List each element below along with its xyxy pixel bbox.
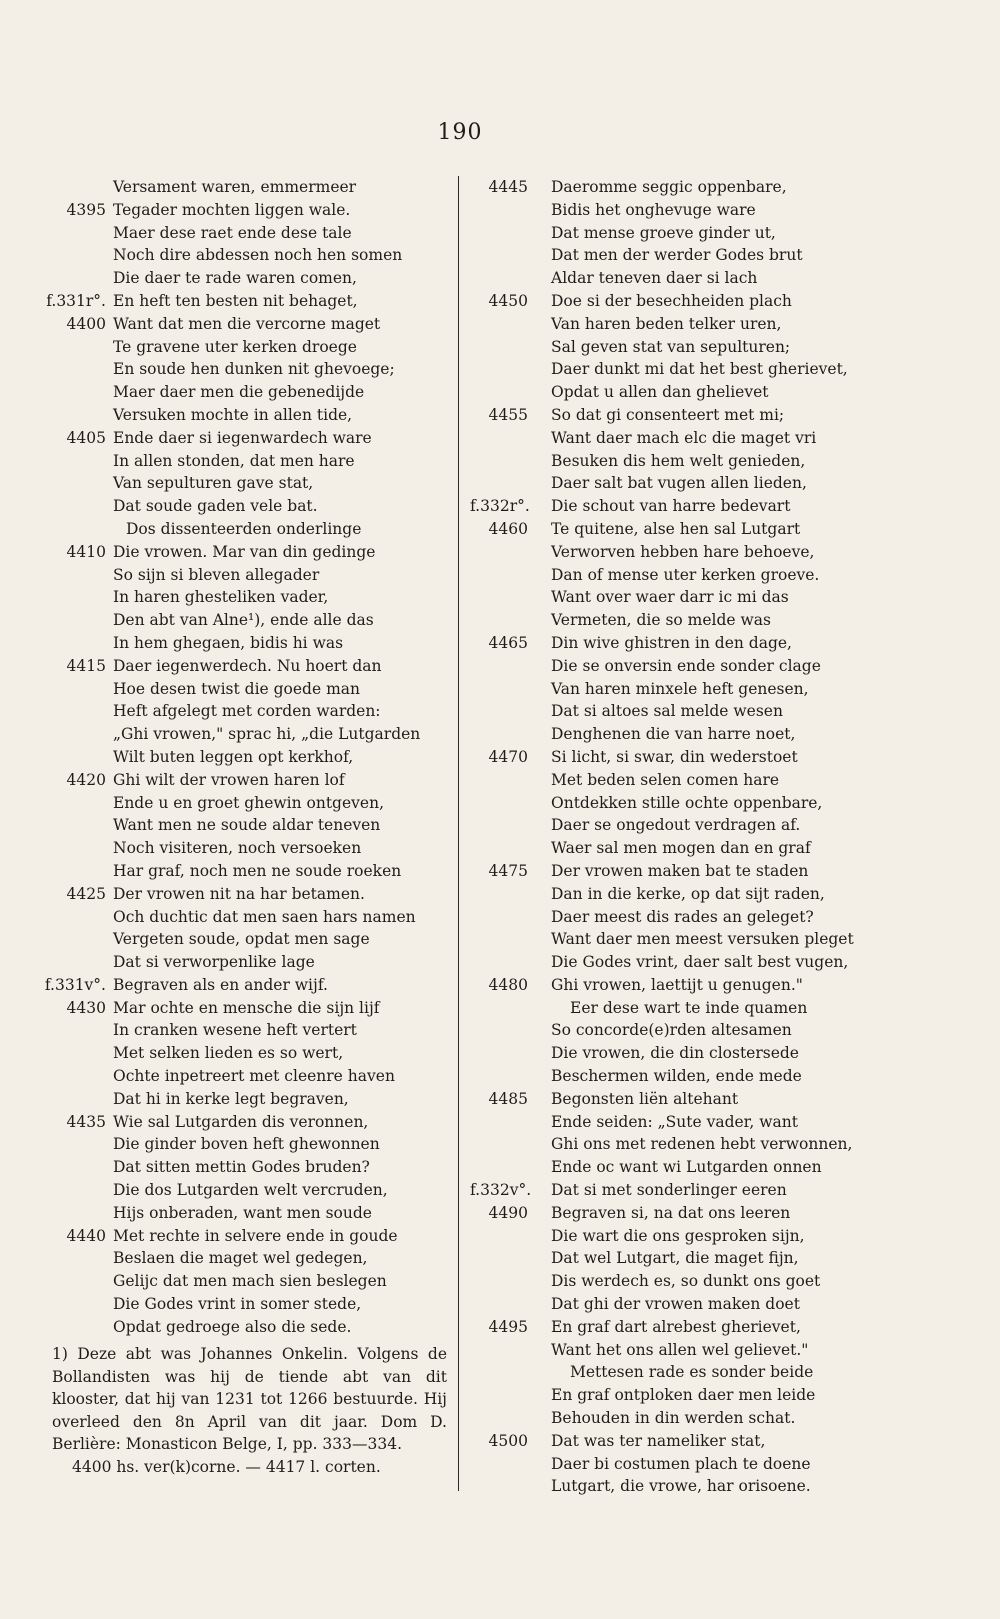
verse-text: In haren ghesteliken vader,: [113, 588, 329, 607]
verse-line: [470, 1384, 870, 1407]
verse-text: Want daer men meest versuken pleget: [551, 930, 854, 949]
line-number: 4410: [66, 542, 106, 561]
verse-line: [44, 1156, 444, 1179]
verse-line: [470, 1133, 870, 1156]
verse-text: In hem ghegaen, bidis hi was: [113, 633, 344, 652]
verse-line: [470, 860, 870, 883]
verse-line: [44, 564, 444, 587]
verse-text: Noch dire abdessen noch hen somen: [113, 246, 403, 265]
verse-text: Dos dissenteerden onderlinge: [126, 519, 362, 538]
verse-text: Dat mense groeve ginder ut,: [551, 223, 776, 242]
verse-text: Daeromme seggic oppenbare,: [551, 178, 787, 196]
line-number: f.332v°.: [470, 1181, 532, 1200]
verse-text: Si licht, si swar, din wederstoet: [551, 747, 798, 766]
verse-text: Begraven als en ander wijf.: [113, 975, 328, 994]
verse-line: [470, 336, 870, 359]
verse-line: [470, 792, 870, 815]
verse-text: Aldar teneven daer si lach: [551, 269, 758, 288]
verse-text: Want over waer darr ic mi das: [551, 588, 789, 607]
verse-text: Beschermen wilden, ende mede: [551, 1067, 802, 1086]
verse-line: [44, 1179, 444, 1202]
verse-text: Verworven hebben hare behoeve,: [551, 542, 815, 561]
verse-text: Har graf, noch men ne soude roeken: [113, 861, 402, 880]
right-column: [470, 176, 870, 1498]
verse-line: [470, 1430, 870, 1453]
verse-line: [470, 655, 870, 678]
verse-line: [470, 1065, 870, 1088]
verse-text: Dat soude gaden vele bat.: [113, 497, 318, 516]
verse-line: [470, 199, 870, 222]
verse-text: Dat hi in kerke legt begraven,: [113, 1089, 349, 1108]
verse-text: Die vrowen. Mar van din gedinge: [113, 542, 376, 561]
verse-line: [44, 1088, 444, 1111]
verse-text: Met rechte in selvere ende in goude: [113, 1226, 398, 1245]
verse-text: Met beden selen comen hare: [551, 770, 780, 789]
verse-text: Din wive ghistren in den dage,: [551, 633, 792, 652]
verse-line: [44, 1133, 444, 1156]
verse-line: [470, 951, 870, 974]
line-number: 4450: [488, 291, 528, 310]
verse-text: Behouden in din werden schat.: [551, 1409, 796, 1428]
verse-line: [470, 1202, 870, 1225]
verse-text: Wie sal Lutgarden dis veronnen,: [113, 1112, 369, 1131]
verse-line: [44, 427, 444, 450]
line-number: 4495: [488, 1317, 528, 1336]
verse-line: [44, 928, 444, 951]
verse-line: [470, 814, 870, 837]
line-number: 4485: [488, 1089, 528, 1108]
verse-line: [470, 906, 870, 929]
verse-line: [44, 1042, 444, 1065]
verse-line: [44, 997, 444, 1020]
verse-text: Dat wel Lutgart, die maget fijn,: [551, 1249, 799, 1268]
verse-text: Besuken dis hem welt genieden,: [551, 451, 806, 470]
verse-text: En soude hen dunken nit ghevoege;: [113, 360, 395, 379]
verse-line: [470, 883, 870, 906]
verse-text: Waer sal men mogen dan en graf: [551, 839, 811, 858]
verse-line: [470, 358, 870, 381]
verse-line: [470, 176, 870, 199]
verse-line: [470, 1270, 870, 1293]
verse-text: Daer dunkt mi dat het best gherievet,: [551, 360, 848, 379]
footnote-variants: 4400 hs. ver(k)corne. — 4417 l. corten.: [72, 1457, 381, 1476]
verse-text: Van haren beden telker uren,: [551, 314, 782, 333]
verse-line: [44, 1111, 444, 1134]
verse-line: [470, 1042, 870, 1065]
verse-line: [470, 1088, 870, 1111]
verse-text: Dat ghi der vrowen maken doet: [551, 1295, 800, 1314]
verse-line: [44, 723, 444, 746]
verse-line: [470, 495, 870, 518]
verse-line: [470, 1316, 870, 1339]
verse-line: [470, 837, 870, 860]
verse-line: [44, 1202, 444, 1225]
verse-text: Maer dese raet ende dese tale: [113, 223, 352, 242]
line-number: 4490: [488, 1203, 528, 1222]
verse-line: [470, 928, 870, 951]
verse-text: Die vrowen, die din clostersede: [551, 1044, 799, 1063]
line-number: 4395: [66, 200, 106, 219]
line-number: 4455: [488, 405, 528, 424]
verse-text: „Ghi vrowen," sprac hi, „die Lutgarden: [113, 725, 421, 744]
verse-text: Want dat men die vercorne maget: [113, 314, 381, 333]
verse-text: Versament waren, emmermeer: [113, 178, 357, 196]
verse-text: Met selken lieden es so wert,: [113, 1044, 344, 1063]
verse-text: En graf dart alrebest gherievet,: [551, 1317, 801, 1336]
verse-text: Begonsten liën altehant: [551, 1089, 739, 1108]
verse-text: Eer dese wart te inde quamen: [570, 998, 808, 1017]
line-number: f.332r°.: [470, 497, 530, 516]
verse-text: Noch visiteren, noch versoeken: [113, 839, 362, 858]
verse-text: Der vrowen maken bat te staden: [551, 861, 809, 880]
verse-text: Versuken mochte in allen tide,: [113, 405, 353, 424]
verse-text: Lutgart, die vrowe, har orisoene.: [551, 1477, 811, 1496]
verse-text: So concorde(e)rden altesamen: [551, 1021, 792, 1040]
verse-line: [470, 222, 870, 245]
verse-text: Hoe desen twist die goede man: [113, 679, 360, 698]
verse-line: [44, 199, 444, 222]
verse-text: Vermeten, die so melde was: [551, 611, 771, 630]
verse-line: [470, 290, 870, 313]
verse-line: [470, 609, 870, 632]
verse-text: Opdat u allen dan ghelievet: [551, 383, 769, 402]
verse-text: Daer bi costumen plach te doene: [551, 1454, 811, 1473]
left-column: [44, 176, 444, 1339]
verse-line: [470, 1225, 870, 1248]
verse-line: [470, 723, 870, 746]
verse-line: [470, 1179, 870, 1202]
verse-text: Die Godes vrint, daer salt best vugen,: [551, 953, 849, 972]
verse-line: [470, 518, 870, 541]
footnote-text: 1) Deze abt was Johannes Onkelin. Volgens de Bollandisten was hij de tiende abt van dit klooster, dat hij van 1231 tot 1266 bestuurde. Hij overleed den 8n April van dit jaar. Dom D. Berlière: Monasticon Belge, I, pp. 333—334.: [52, 1345, 447, 1454]
verse-text: Dan in die kerke, op dat sijt raden,: [551, 884, 825, 903]
verse-text: Die dos Lutgarden welt vercruden,: [113, 1181, 388, 1200]
verse-text: In allen stonden, dat men hare: [113, 451, 355, 470]
verse-line: [470, 586, 870, 609]
verse-text: Ende oc want wi Lutgarden onnen: [551, 1158, 822, 1177]
verse-line: [470, 404, 870, 427]
verse-text: Die ginder boven heft ghewonnen: [113, 1135, 380, 1154]
verse-line: [470, 1156, 870, 1179]
verse-line: [470, 1407, 870, 1430]
verse-text: Sal geven stat van sepulturen;: [551, 337, 791, 356]
verse-line: [44, 541, 444, 564]
line-number: f.331r°.: [46, 291, 106, 310]
line-number: 4415: [66, 656, 106, 675]
line-number: 4435: [66, 1112, 106, 1131]
verse-text: Dan of mense uter kerken groeve.: [551, 565, 820, 584]
line-number: 4475: [488, 861, 528, 880]
verse-text: Opdat gedroege also die sede.: [113, 1317, 352, 1336]
line-number: 4405: [66, 428, 106, 447]
verse-text: Bidis het onghevuge ware: [551, 200, 756, 219]
line-number: f.331v°.: [44, 975, 106, 994]
verse-line: [44, 381, 444, 404]
verse-line: [470, 1453, 870, 1476]
line-number: 4480: [488, 975, 528, 994]
verse-text: Want daer mach elc die maget vri: [551, 428, 817, 447]
verse-text: Ghi vrowen, laettijt u genugen.": [551, 975, 803, 994]
verse-text: Te quitene, alse hen sal Lutgart: [551, 519, 801, 538]
verse-text: Dat was ter nameliker stat,: [551, 1431, 766, 1450]
line-number: 4420: [66, 770, 106, 789]
verse-line: [44, 404, 444, 427]
verse-text: Ochte inpetreert met cleenre haven: [113, 1067, 395, 1086]
verse-line: [44, 244, 444, 267]
verse-text: Ende u en groet ghewin ontgeven,: [113, 793, 384, 812]
line-number: 4430: [66, 998, 106, 1017]
verse-line: [470, 244, 870, 267]
verse-text: Den abt van Alne¹), ende alle das: [113, 611, 374, 630]
verse-line: [44, 700, 444, 723]
verse-text: Hijs onberaden, want men soude: [113, 1203, 372, 1222]
verse-line: [44, 860, 444, 883]
verse-text: So sijn si bleven allegader: [113, 565, 320, 584]
verse-line: [44, 814, 444, 837]
verse-text: Dat si met sonderlinger eeren: [551, 1181, 787, 1200]
verse-text: In cranken wesene heft vertert: [113, 1021, 357, 1040]
verse-line: [470, 1361, 870, 1384]
verse-line: [470, 1247, 870, 1270]
verse-text: Die se onversin ende sonder clage: [551, 656, 821, 675]
verse-line: [44, 609, 444, 632]
verse-line: [470, 632, 870, 655]
verse-line: [470, 1293, 870, 1316]
verse-line: [44, 313, 444, 336]
verse-text: Ende seiden: „Sute vader, want: [551, 1112, 798, 1131]
verse-text: Heft afgelegt met corden warden:: [113, 702, 381, 721]
verse-line: [44, 1247, 444, 1270]
verse-text: Ghi wilt der vrowen haren lof: [113, 770, 345, 789]
verse-line: [44, 655, 444, 678]
verse-line: [470, 381, 870, 404]
verse-text: Want men ne soude aldar teneven: [113, 816, 381, 835]
verse-line: [44, 450, 444, 473]
line-number: 4445: [488, 178, 528, 196]
verse-text: Te gravene uter kerken droege: [113, 337, 357, 356]
verse-line: [44, 358, 444, 381]
verse-line: [44, 1270, 444, 1293]
verse-line: [44, 678, 444, 701]
verse-line: [44, 336, 444, 359]
verse-line: [44, 267, 444, 290]
verse-text: Dat sitten mettin Godes bruden?: [113, 1158, 370, 1177]
verse-line: [44, 472, 444, 495]
verse-text: Dat si altoes sal melde wesen: [551, 702, 783, 721]
verse-text: Gelijc dat men mach sien beslegen: [113, 1272, 387, 1291]
verse-text: En graf ontploken daer men leide: [551, 1386, 816, 1405]
footnote: [52, 1343, 447, 1479]
verse-text: Wilt buten leggen opt kerkhof,: [113, 747, 354, 766]
verse-line: [470, 678, 870, 701]
verse-line: [470, 1339, 870, 1362]
verse-line: [44, 792, 444, 815]
verse-line: [44, 222, 444, 245]
verse-text: Die daer te rade waren comen,: [113, 269, 357, 288]
verse-text: Die schout van harre bedevart: [551, 497, 791, 516]
verse-text: Dat si verworpenlike lage: [113, 953, 315, 972]
verse-text: Mar ochte en mensche die sijn lijf: [113, 998, 380, 1017]
verse-text: Daer meest dis rades an geleget?: [551, 907, 814, 926]
column-divider: [458, 176, 459, 1491]
verse-line: [470, 267, 870, 290]
verse-line: [44, 518, 444, 541]
line-number: 4400: [66, 314, 106, 333]
verse-text: Ontdekken stille ochte oppenbare,: [551, 793, 823, 812]
verse-text: So dat gi consenteert met mi;: [551, 405, 785, 424]
verse-line: [44, 290, 444, 313]
line-number: 4465: [488, 633, 528, 652]
verse-text: Och duchtic dat men saen hars namen: [113, 907, 416, 926]
verse-line: [470, 472, 870, 495]
verse-text: Daer salt bat vugen allen lieden,: [551, 474, 807, 493]
verse-line: [44, 632, 444, 655]
verse-text: Maer daer men die gebenedijde: [113, 383, 365, 402]
verse-text: En heft ten besten nit behaget,: [113, 291, 358, 310]
verse-text: Beslaen die maget wel gedegen,: [113, 1249, 368, 1268]
verse-line: [44, 974, 444, 997]
verse-line: [44, 1316, 444, 1339]
verse-text: Ende daer si iegenwardech ware: [113, 428, 372, 447]
verse-line: [44, 495, 444, 518]
verse-line: [470, 313, 870, 336]
line-number: 4460: [488, 519, 528, 538]
verse-text: Van haren minxele heft genesen,: [551, 679, 809, 698]
verse-text: Die wart die ons gesproken sijn,: [551, 1226, 805, 1245]
verse-line: [470, 1475, 870, 1498]
verse-line: [44, 1293, 444, 1316]
verse-text: Want het ons allen wel gelievet.": [551, 1340, 809, 1359]
verse-line: [44, 769, 444, 792]
verse-line: [44, 883, 444, 906]
verse-text: Begraven si, na dat ons leeren: [551, 1203, 791, 1222]
verse-line: [44, 746, 444, 769]
verse-line: [44, 837, 444, 860]
verse-text: Daer se ongedout verdragen af.: [551, 816, 801, 835]
verse-line: [44, 1065, 444, 1088]
verse-text: Daer iegenwerdech. Nu hoert dan: [113, 656, 382, 675]
verse-line: [470, 997, 870, 1020]
verse-text: Dat men der werder Godes brut: [551, 246, 803, 265]
verse-line: [470, 974, 870, 997]
verse-text: Der vrowen nit na har betamen.: [113, 884, 365, 903]
verse-line: [44, 951, 444, 974]
verse-line: [470, 450, 870, 473]
verse-line: [470, 1111, 870, 1134]
line-number: 4500: [488, 1431, 528, 1450]
verse-text: Van sepulturen gave stat,: [113, 474, 314, 493]
verse-text: Denghenen die van harre noet,: [551, 725, 796, 744]
line-number: 4425: [66, 884, 106, 903]
verse-line: [470, 564, 870, 587]
verse-line: [470, 746, 870, 769]
verse-text: Mettesen rade es sonder beide: [570, 1363, 814, 1382]
verse-line: [44, 1225, 444, 1248]
line-number: 4470: [488, 747, 528, 766]
verse-line: [470, 541, 870, 564]
page-number: 190: [437, 120, 483, 145]
line-number: 4440: [66, 1226, 106, 1245]
verse-text: Vergeten soude, opdat men sage: [113, 930, 370, 949]
verse-line: [470, 427, 870, 450]
verse-text: Dis werdech es, so dunkt ons goet: [551, 1272, 821, 1291]
verse-text: Die Godes vrint in somer stede,: [113, 1295, 362, 1314]
verse-line: [470, 769, 870, 792]
verse-text: Ghi ons met redenen hebt verwonnen,: [551, 1135, 853, 1154]
verse-line: [44, 906, 444, 929]
verse-line: [470, 700, 870, 723]
verse-line: [44, 1019, 444, 1042]
verse-line: [470, 1019, 870, 1042]
verse-text: Doe si der besechheiden plach: [551, 291, 792, 310]
verse-line: [44, 176, 444, 199]
verse-line: [44, 586, 444, 609]
verse-text: Tegader mochten liggen wale.: [113, 200, 351, 219]
